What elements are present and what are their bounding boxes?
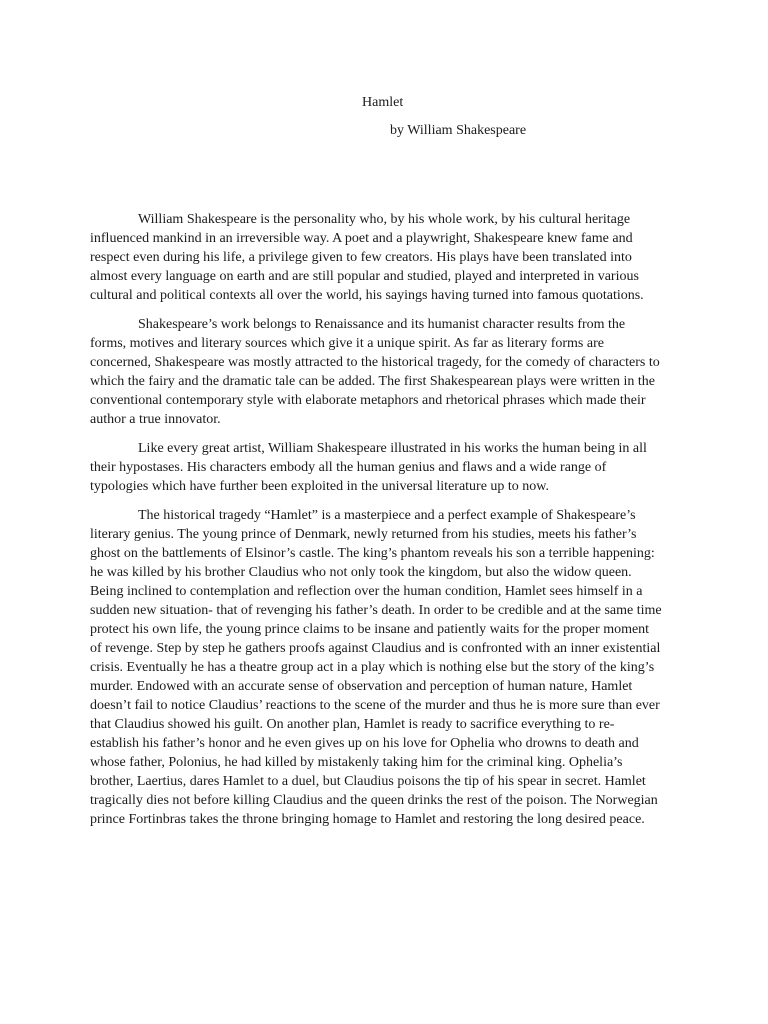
document-body (90, 210, 663, 839)
document-byline: by William Shakespeare (390, 123, 527, 138)
paragraph-renaissance: Shakespeare’s work belongs to Renaissance and its humanist character results from the forms, motives and literary sources which give it a unique spirit. As far as literary forms are concerned, Shakespeare was mostly attracted to the historical tragedy, for the comedy of characters to which the fairy and the dramatic tale can be added. The first Shakespearean plays were written in the conventional contemporary style with elaborate metaphors and rhetorical phrases which made their author a true innovator. (90, 317, 660, 427)
paragraph-hamlet-summary: The historical tragedy “Hamlet” is a masterpiece and a perfect example of Shakespeare’s literary genius. The young prince of Denmark, newly returned from his studies, meets his father’s ghost on the battlements of Elsinor’s castle. The king’s phantom reveals his son a terrible happening: he was killed by his brother Claudius who not only took the kingdom, but also the widow queen. Being inclined to contemplation and reflection over the human condition, Hamlet sees himself in a sudden new situation- that of revenging his father’s death. In order to be credible and at the same time protect his own life, the young prince claims to be insane and patiently waits for the proper moment of revenge. Step by step he gathers proofs against Claudius and is confronted with an inner existential crisis. Eventually he has a theatre group act in a play which is nothing else but the story of the king’s murder. Endowed with an accurate sense of observation and perception of human nature, Hamlet doesn’t fail to notice Claudius’ reactions to the scene of the murder and thus he is more sure than ever that Claudius showed his guilt. On another plan, Hamlet is ready to sacrifice everything to re-establish his father’s honor and he even gives up on his love for Ophelia who drowns to death and whose father, Polonius, he had killed by mistakenly taking him for the criminal king. Ophelia’s brother, Laertius, dares Hamlet to a duel, but Claudius poisons the tip of his spear in secret. Hamlet tragically dies not before killing Claudius and the queen drinks the rest of the poison. The Norwegian prince Fortinbras takes the throne bringing homage to Hamlet and restoring the long desired peace. (90, 508, 662, 827)
paragraph-intro: William Shakespeare is the personality who, by his whole work, by his cultural heritage influenced mankind in an irreversible way. A poet and a playwright, Shakespeare knew fame and respect even during his life, a privilege given to few creators. His plays have been translated into almost every language on earth and are still popular and studied, played and interpreted in various cultural and political contexts all over the world, his sayings having turned into famous quotations. (90, 212, 644, 303)
paragraph-characters: Like every great artist, William Shakespeare illustrated in his works the human being in all their hypostases. His characters embody all the human genius and flaws and a wide range of typologies which have further been exploited in the universal literature up to now. (90, 441, 647, 494)
document-title: Hamlet (362, 95, 404, 110)
